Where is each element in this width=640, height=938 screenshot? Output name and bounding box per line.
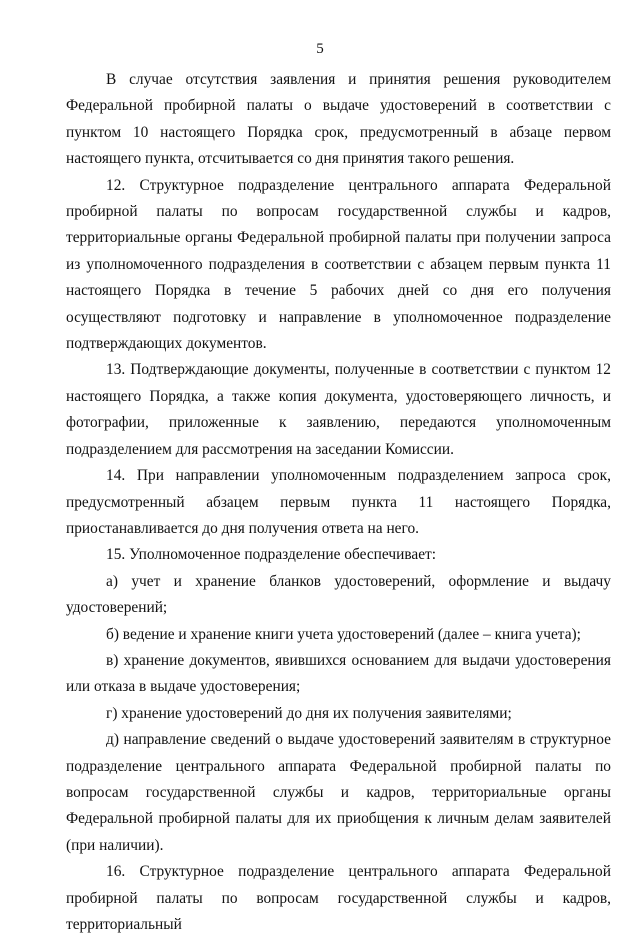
list-item-v: в) хранение документов, явившихся основанием для выдачи удостоверения или отказа в выдаче удостоверения; [66, 651, 611, 696]
paragraph-12: 12. Структурное подразделение центрального аппарата Федеральной пробирной палаты по вопросам государственной службы и кадров, территориальные органы Федеральной пробирной палаты при получении запроса из уполномоченного подразделения в соответствии с абзацем первым пункта 11 настоящего Порядка в течение 5 рабочих дней со дня его получения осуществляют подготовку и направление в уполномоченное подразделение подтверждающих документов. [66, 176, 611, 353]
list-item-d: д) направление сведений о выдаче удостоверений заявителям в структурное подразделение центрального аппарата Федеральной пробирной палаты по вопросам государственной службы и кадров, территориальные органы Федеральной пробирной палаты для их приобщения к личным делам заявителей (при наличии). [66, 731, 611, 854]
paragraph-13: 13. Подтверждающие документы, полученные в соответствии с пунктом 12 настоящего Порядка, а также копия документа, удостоверяющего личность, и фотографии, приложенные к заявлению, передаются уполномоченным подразделением для рассмотрения на заседании Комиссии. [66, 361, 611, 458]
document-body [66, 67, 611, 938]
list-item-a: а) учет и хранение бланков удостоверений, оформление и выдачу удостоверений; [66, 572, 611, 617]
list-item-b: б) ведение и хранение книги учета удостоверений (далее – книга учета); [106, 625, 581, 643]
paragraph-14: 14. При направлении уполномоченным подразделением запроса срок, предусмотренный абзацем первым пункта 11 настоящего Порядка, приостанавливается до дня получения ответа на него. [66, 467, 611, 537]
paragraph-16: 16. Структурное подразделение центрального аппарата Федеральной пробирной палаты по вопросам государственной службы и кадров, территориальный [66, 863, 611, 933]
page-number: 5 [316, 41, 324, 57]
list-item-g: г) хранение удостоверений до дня их получения заявителями; [106, 704, 512, 722]
paragraph-deadline-counting: В случае отсутствия заявления и принятия решения руководителем Федеральной пробирной палаты о выдаче удостоверений в соответствии с пунктом 10 настоящего Порядка срок, предусмотренный в абзаце первом настоящего пункта, отсчитывается со дня принятия такого решения. [66, 71, 611, 168]
paragraph-15: 15. Уполномоченное подразделение обеспечивает: [106, 546, 437, 564]
